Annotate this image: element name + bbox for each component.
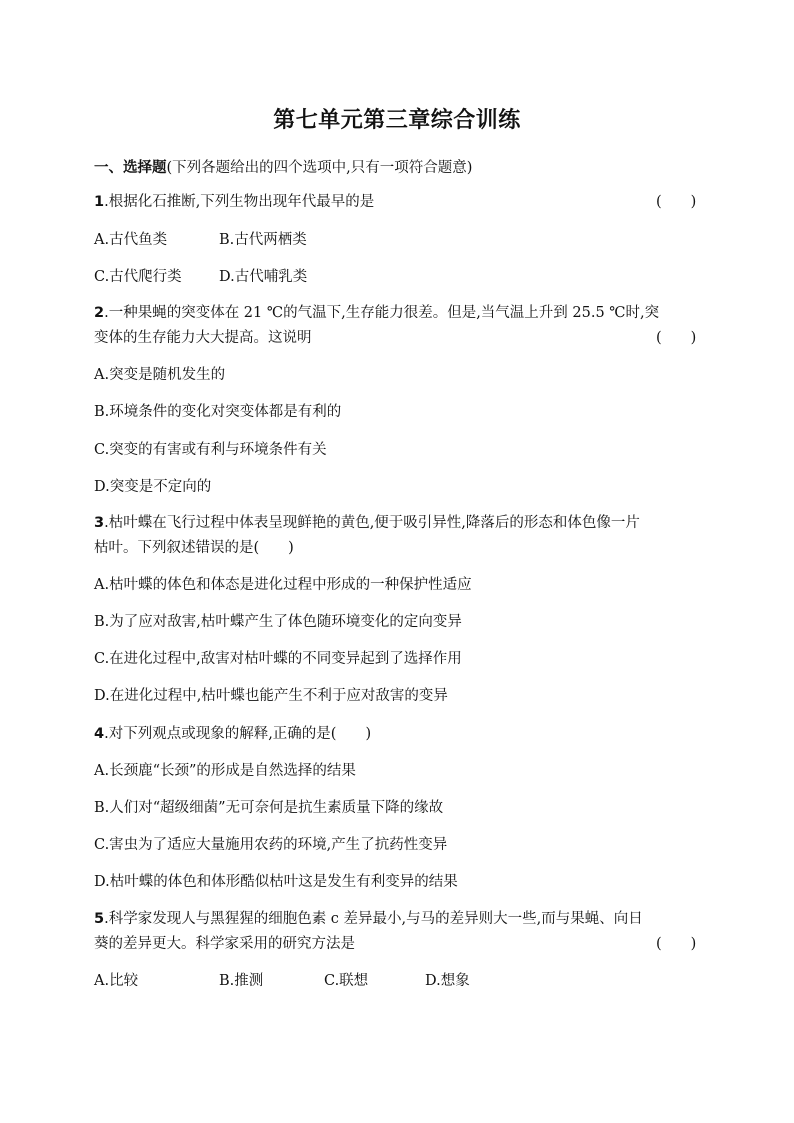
option-d: D.突变是不定向的 — [94, 479, 212, 495]
option-b: B.为了应对敌害,枯叶蝶产生了体色随环境变化的定向变异 — [94, 614, 462, 630]
question-text: .一种果蝇的突变体在 21 ℃的气温下,生存能力很差。但是,当气温上升到 25.5 ℃时,突 — [104, 305, 660, 321]
question-text-continued: 变体的生存能力大大提高。这说明 — [94, 330, 312, 346]
option-a: A.长颈鹿“长颈”的形成是自然选择的结果 — [94, 763, 356, 779]
option-a: A.比较 — [94, 973, 139, 989]
question-text: .科学家发现人与黑猩猩的细胞色素 c 差异最小,与马的差异则大一些,而与果蝇、向日 — [104, 911, 643, 927]
option-a: A.古代鱼类 — [94, 232, 168, 248]
question-stem — [94, 910, 643, 928]
question-number: 3 — [94, 515, 105, 531]
option-a: A.突变是随机发生的 — [94, 367, 226, 383]
option-d: D.古代哺乳类 — [219, 269, 308, 285]
answer-blank: ( ) — [656, 194, 697, 210]
option-c: C.在进化过程中,敌害对枯叶蝶的不同变异起到了选择作用 — [94, 651, 462, 667]
option-d: D.想象 — [425, 973, 470, 989]
question-text: .对下列观点或现象的解释,正确的是( ) — [104, 726, 372, 742]
option-b: B.环境条件的变化对突变体都是有利的 — [94, 404, 342, 420]
question-stem — [94, 725, 371, 743]
option-c: C.突变的有害或有利与环境条件有关 — [94, 442, 327, 458]
question-text: .根据化石推断,下列生物出现年代最早的是 — [104, 194, 375, 210]
question-number: 2 — [94, 305, 105, 321]
option-c: C.害虫为了适应大量施用农药的环境,产生了抗药性变异 — [94, 837, 448, 853]
question-stem — [94, 304, 659, 322]
question-text: .枯叶蝶在飞行过程中体表呈现鲜艳的黄色,便于吸引异性,降落后的形态和体色像一片 — [104, 515, 640, 531]
question-text-continued: 枯叶。下列叙述错误的是( ) — [94, 540, 294, 556]
question-number: 5 — [94, 911, 105, 927]
question-number: 1 — [94, 194, 105, 210]
option-d: D.在进化过程中,枯叶蝶也能产生不利于应对敌害的变异 — [94, 688, 448, 704]
question-number: 4 — [94, 726, 105, 742]
question-stem — [94, 193, 374, 211]
question-text-continued: 葵的差异更大。科学家采用的研究方法是 — [94, 936, 355, 952]
section-instruction: (下列各题给出的四个选项中,只有一项符合题意) — [166, 160, 473, 176]
option-c: C.古代爬行类 — [94, 269, 182, 285]
option-c: C.联想 — [324, 973, 369, 989]
section-header — [94, 156, 472, 177]
answer-blank: ( ) — [656, 936, 697, 952]
question-stem — [94, 514, 640, 532]
option-b: B.古代两栖类 — [219, 232, 307, 248]
option-b: B.人们对“超级细菌”无可奈何是抗生素质量下降的缘故 — [94, 800, 444, 816]
section-label: 一、选择题 — [94, 160, 167, 176]
option-b: B.推测 — [219, 973, 264, 989]
option-a: A.枯叶蝶的体色和体态是进化过程中形成的一种保护性适应 — [94, 577, 472, 593]
page-title: 第七单元第三章综合训练 — [273, 108, 521, 133]
answer-blank: ( ) — [656, 330, 697, 346]
option-d: D.枯叶蝶的体色和体形酷似枯叶这是发生有利变异的结果 — [94, 874, 458, 890]
